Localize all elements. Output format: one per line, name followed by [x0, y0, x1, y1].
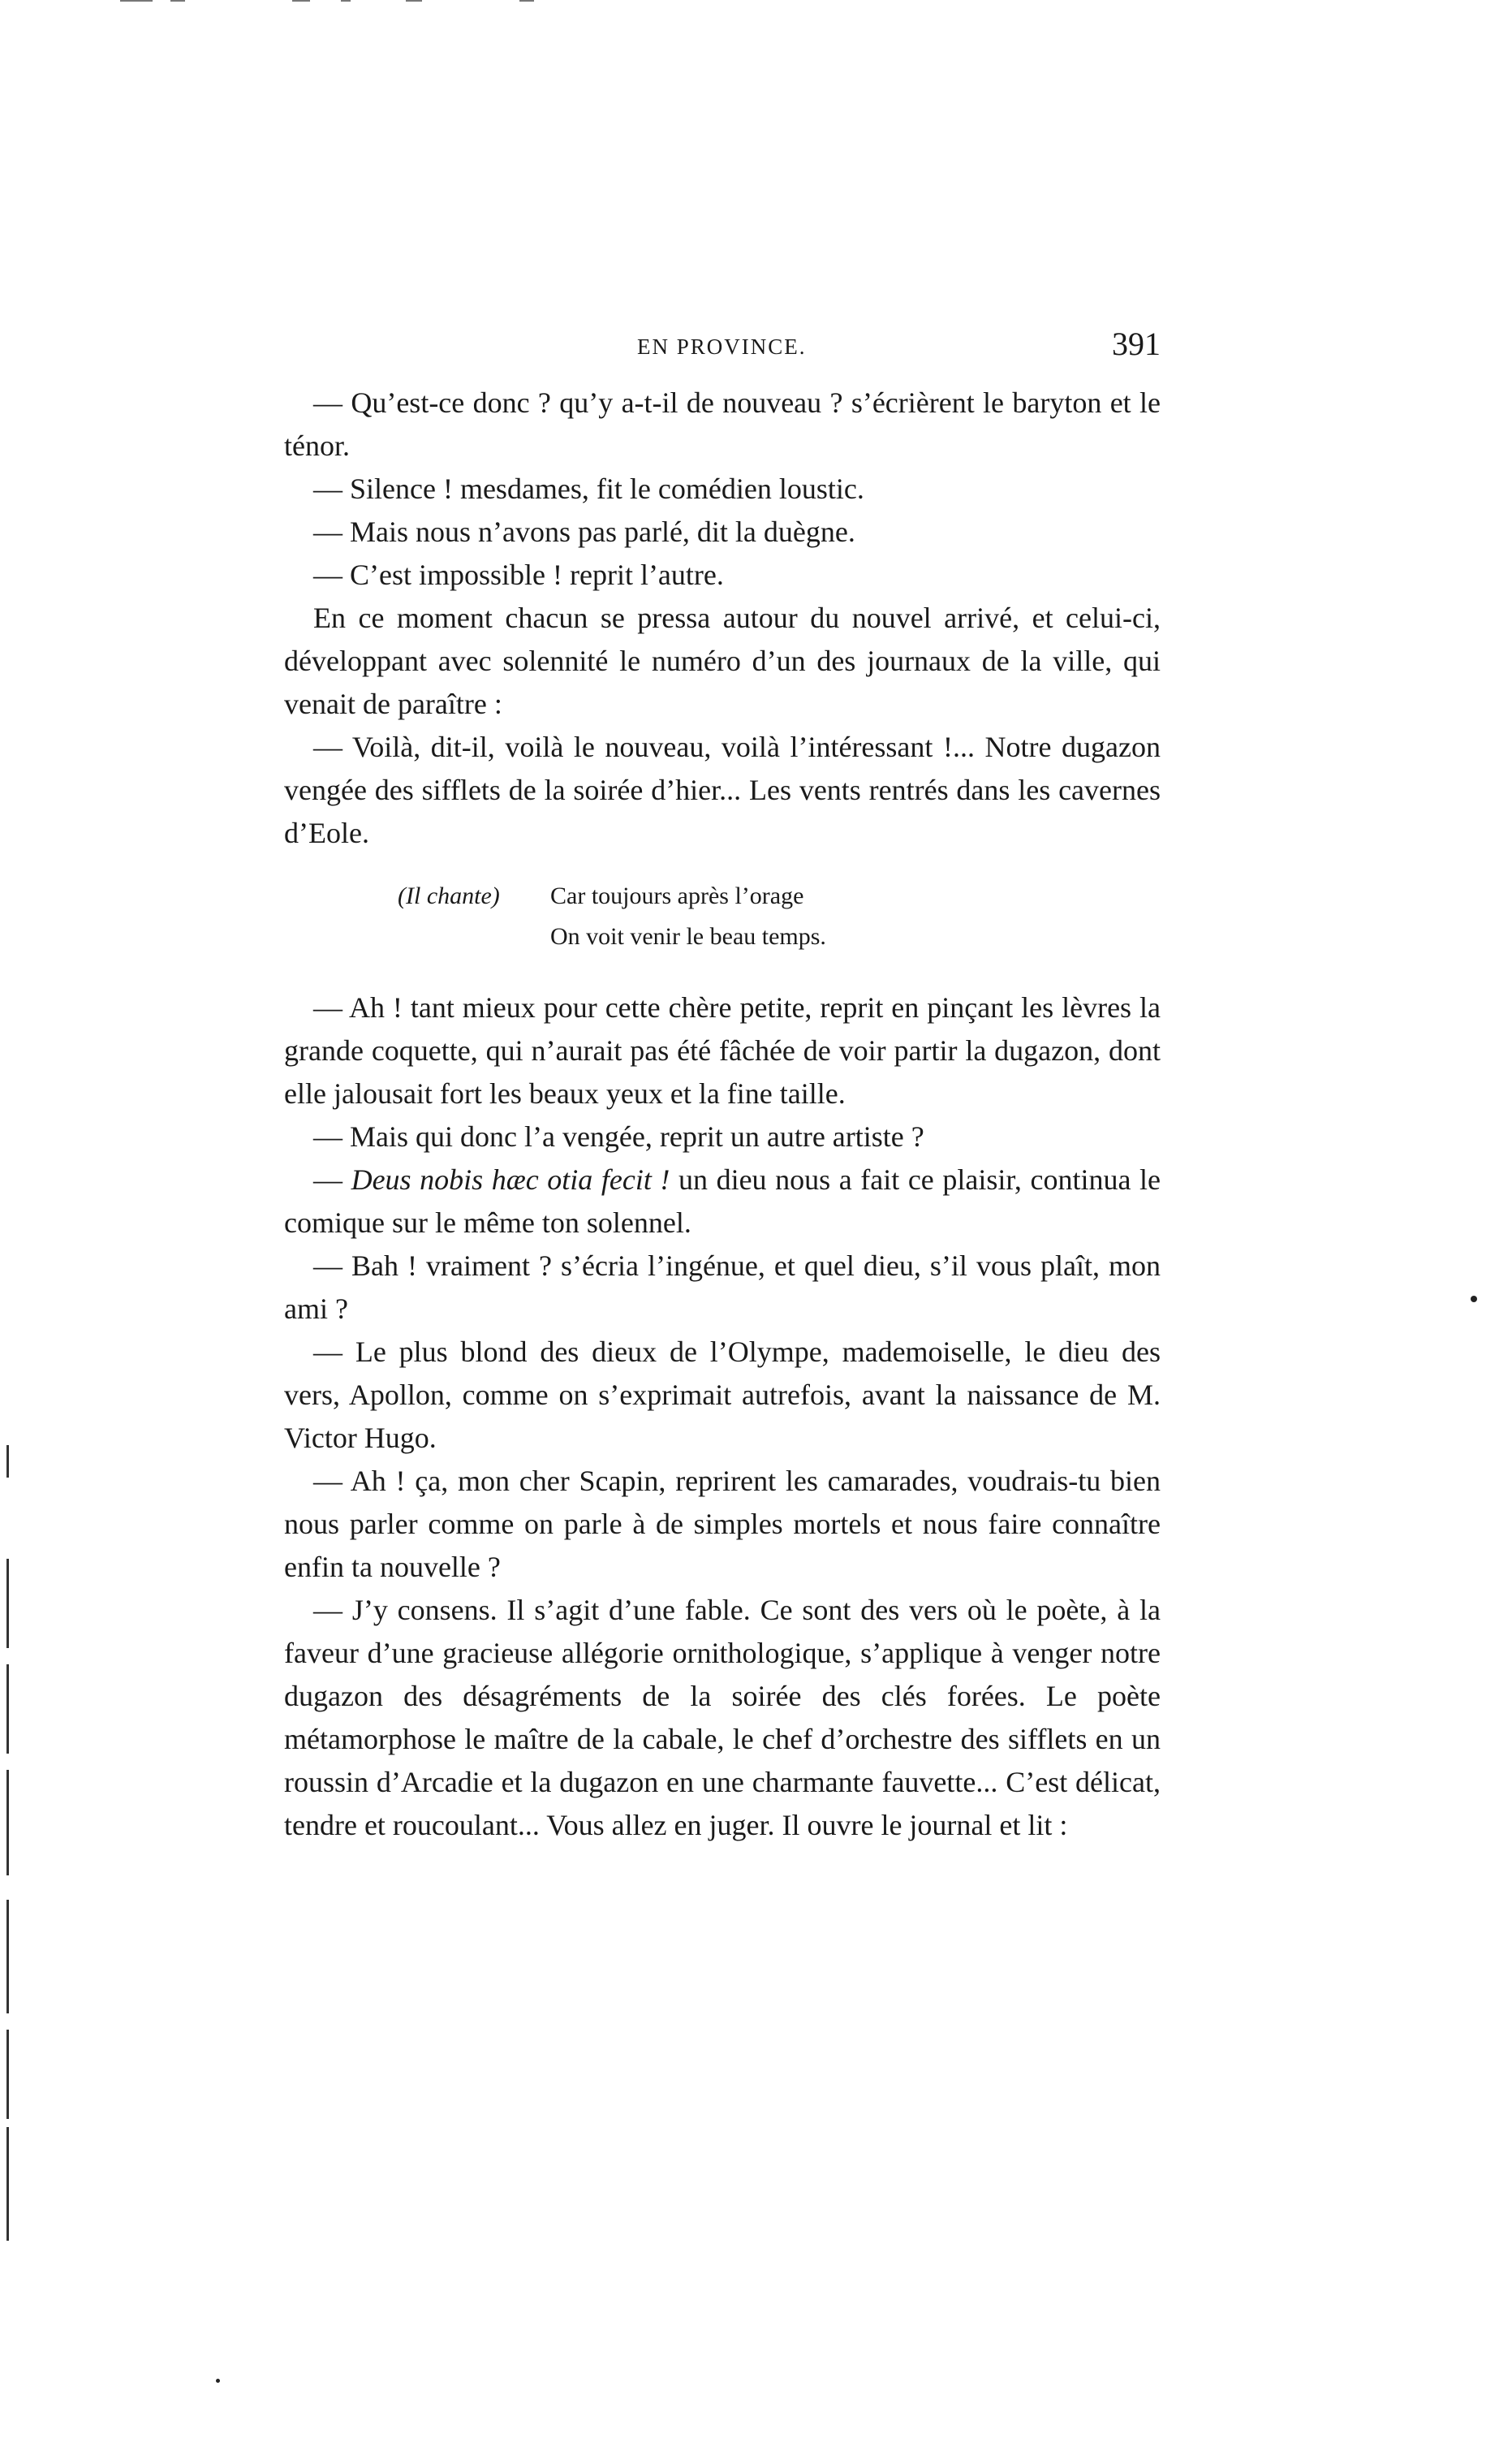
- paragraph-rest: un dieu nous a fait ce plaisir, continua le comique sur le même ton solennel.: [284, 1163, 1161, 1239]
- scan-speck: [216, 2379, 220, 2383]
- paragraph: [284, 1159, 1161, 1245]
- verse-line: [284, 876, 1161, 917]
- body-text: [284, 382, 1161, 1847]
- paragraph: En ce moment chacun se pressa autour du nouvel arrivé, et celui-ci, développant avec solennité le numéro d’un des journaux de la ville, qui venait de paraître :: [284, 602, 1161, 720]
- scan-speck: [1471, 1296, 1477, 1302]
- page-number: 391: [1112, 326, 1161, 362]
- paragraph: — C’est impossible ! reprit l’autre.: [313, 559, 724, 591]
- song-verse: [284, 876, 1161, 957]
- scan-edge-marks: [0, 0, 568, 5]
- paragraph: — Le plus blond des dieux de l’Olympe, mademoiselle, le dieu des vers, Apollon, comme on s’exprimait autrefois, avant la naissance de M. Victor Hugo.: [284, 1336, 1161, 1454]
- verse-text: Car toujours après l’orage: [550, 882, 804, 909]
- paragraph: — Voilà, dit-il, voilà le nouveau, voilà l’intéressant !... Notre dugazon vengée des sifflets de la soirée d’hier... Les vents rentrés dans les cavernes d’Eole.: [284, 731, 1161, 849]
- paragraph: — Qu’est-ce donc ? qu’y a-t-il de nouveau ? s’écrièrent le baryton et le ténor.: [284, 386, 1161, 462]
- running-head: [284, 325, 1161, 373]
- verse-line: [284, 917, 1161, 957]
- paragraph: — Bah ! vraiment ? s’écria l’ingénue, et quel dieu, s’il vous plaît, mon ami ?: [284, 1249, 1161, 1325]
- paragraph: — J’y consens. Il s’agit d’une fable. Ce sont des vers où le poète, à la faveur d’une gracieuse allégorie ornithologique, s’applique à venger notre dugazon des désagréments de la soirée des clés forées. Le poète métamorphose le maître de la cabale, le chef d’orchestre des sifflets en un roussin d’Arcadie et la dugazon en une charmante fauvette... C’est délicat, tendre et roucoulant... Vous allez en juger. Il ouvre le journal et lit :: [284, 1594, 1161, 1841]
- verse-text: On voit venir le beau temps.: [550, 923, 826, 950]
- paragraph: — Mais nous n’avons pas parlé, dit la duègne.: [313, 516, 855, 548]
- stage-direction: (Il chante): [398, 882, 500, 909]
- running-title: EN PROVINCE.: [637, 334, 807, 359]
- margin-scan-lines: [6, 1445, 11, 2298]
- paragraph: — Silence ! mesdames, fit le comédien loustic.: [313, 472, 864, 505]
- paragraph: — Mais qui donc l’a vengée, reprit un autre artiste ?: [313, 1120, 924, 1153]
- paragraph: — Ah ! ça, mon cher Scapin, reprirent les camarades, voudrais-tu bien nous parler comme on parle à de simples mortels et nous faire connaître enfin ta nouvelle ?: [284, 1465, 1161, 1583]
- paragraph: — Ah ! tant mieux pour cette chère petite, reprit en pinçant les lèvres la grande coquette, qui n’aurait pas été fâchée de voir partir la dugazon, dont elle jalousait fort les beaux yeux et la fine taille.: [284, 991, 1161, 1110]
- dash: —: [313, 1163, 351, 1196]
- latin-quote: Deus nobis hæc otia fecit !: [351, 1163, 670, 1196]
